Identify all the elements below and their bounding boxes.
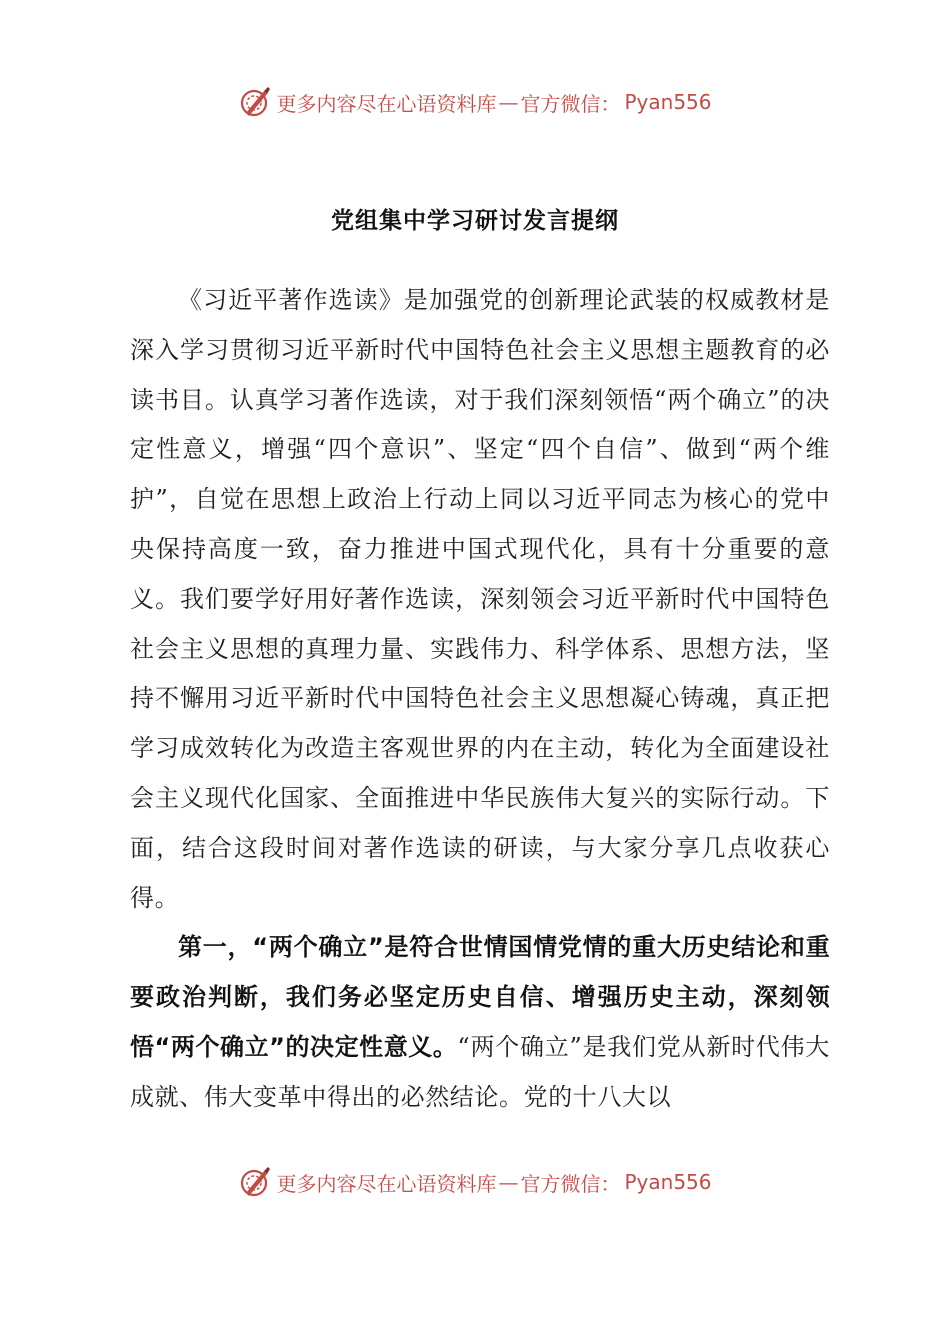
pen-logo-icon	[238, 85, 272, 119]
banner-wechat-id: Pyan556	[624, 1170, 712, 1194]
footer-banner	[0, 1160, 950, 1204]
banner-slogan: 更多内容尽在心语资料库	[276, 1171, 497, 1196]
banner-dash: —	[498, 1170, 519, 1194]
paragraph-first-point-body: “两个确立”是我们党从新时代伟大成就、伟大变革中得出的必然结论。党的十八大以	[130, 1032, 830, 1111]
banner-slogan: 更多内容尽在心语资料库	[276, 91, 497, 116]
document-body	[130, 276, 830, 1123]
banner-wechat-label: 官方微信：	[520, 91, 621, 116]
paragraph-first-point-heading: 第一，“两个确立”是符合世情国情党情的重大历史结论和重要政治判断，我们务必坚定历史自信、增强历史主动，深刻领悟“两个确立”的决定性意义。	[130, 933, 830, 1061]
header-banner	[0, 80, 950, 124]
banner-dash: —	[498, 90, 519, 114]
document-title: 党组集中学习研讨发言提纲	[331, 208, 619, 234]
banner-wechat-label: 官方微信：	[520, 1171, 621, 1196]
paragraph-first-point	[130, 923, 830, 1122]
banner-wechat-id: Pyan556	[624, 90, 712, 114]
paragraph-intro: 《习近平著作选读》是加强党的创新理论武装的权威教材是深入学习贯彻习近平新时代中国特色社会主义思想主题教育的必读书目。认真学习著作选读，对于我们深刻领悟“两个确立”的决定性意义，增强“四个意识”、坚定“四个自信”、做到“两个维护”，自觉在思想上政治上行动上同以习近平同志为核心的党中央保持高度一致，奋力推进中国式现代化，具有十分重要的意义。我们要学好用好著作选读，深刻领会习近平新时代中国特色社会主义思想的真理力量、实践伟力、科学体系、思想方法，坚持不懈用习近平新时代中国特色社会主义思想凝心铸魂，真正把学习成效转化为改造主客观世界的内在主动，转化为全面建设社会主义现代化国家、全面推进中华民族伟大复兴的实际行动。下面，结合这段时间对著作选读的研读，与大家分享几点收获心得。	[130, 286, 830, 912]
pen-logo-icon	[238, 1165, 272, 1199]
